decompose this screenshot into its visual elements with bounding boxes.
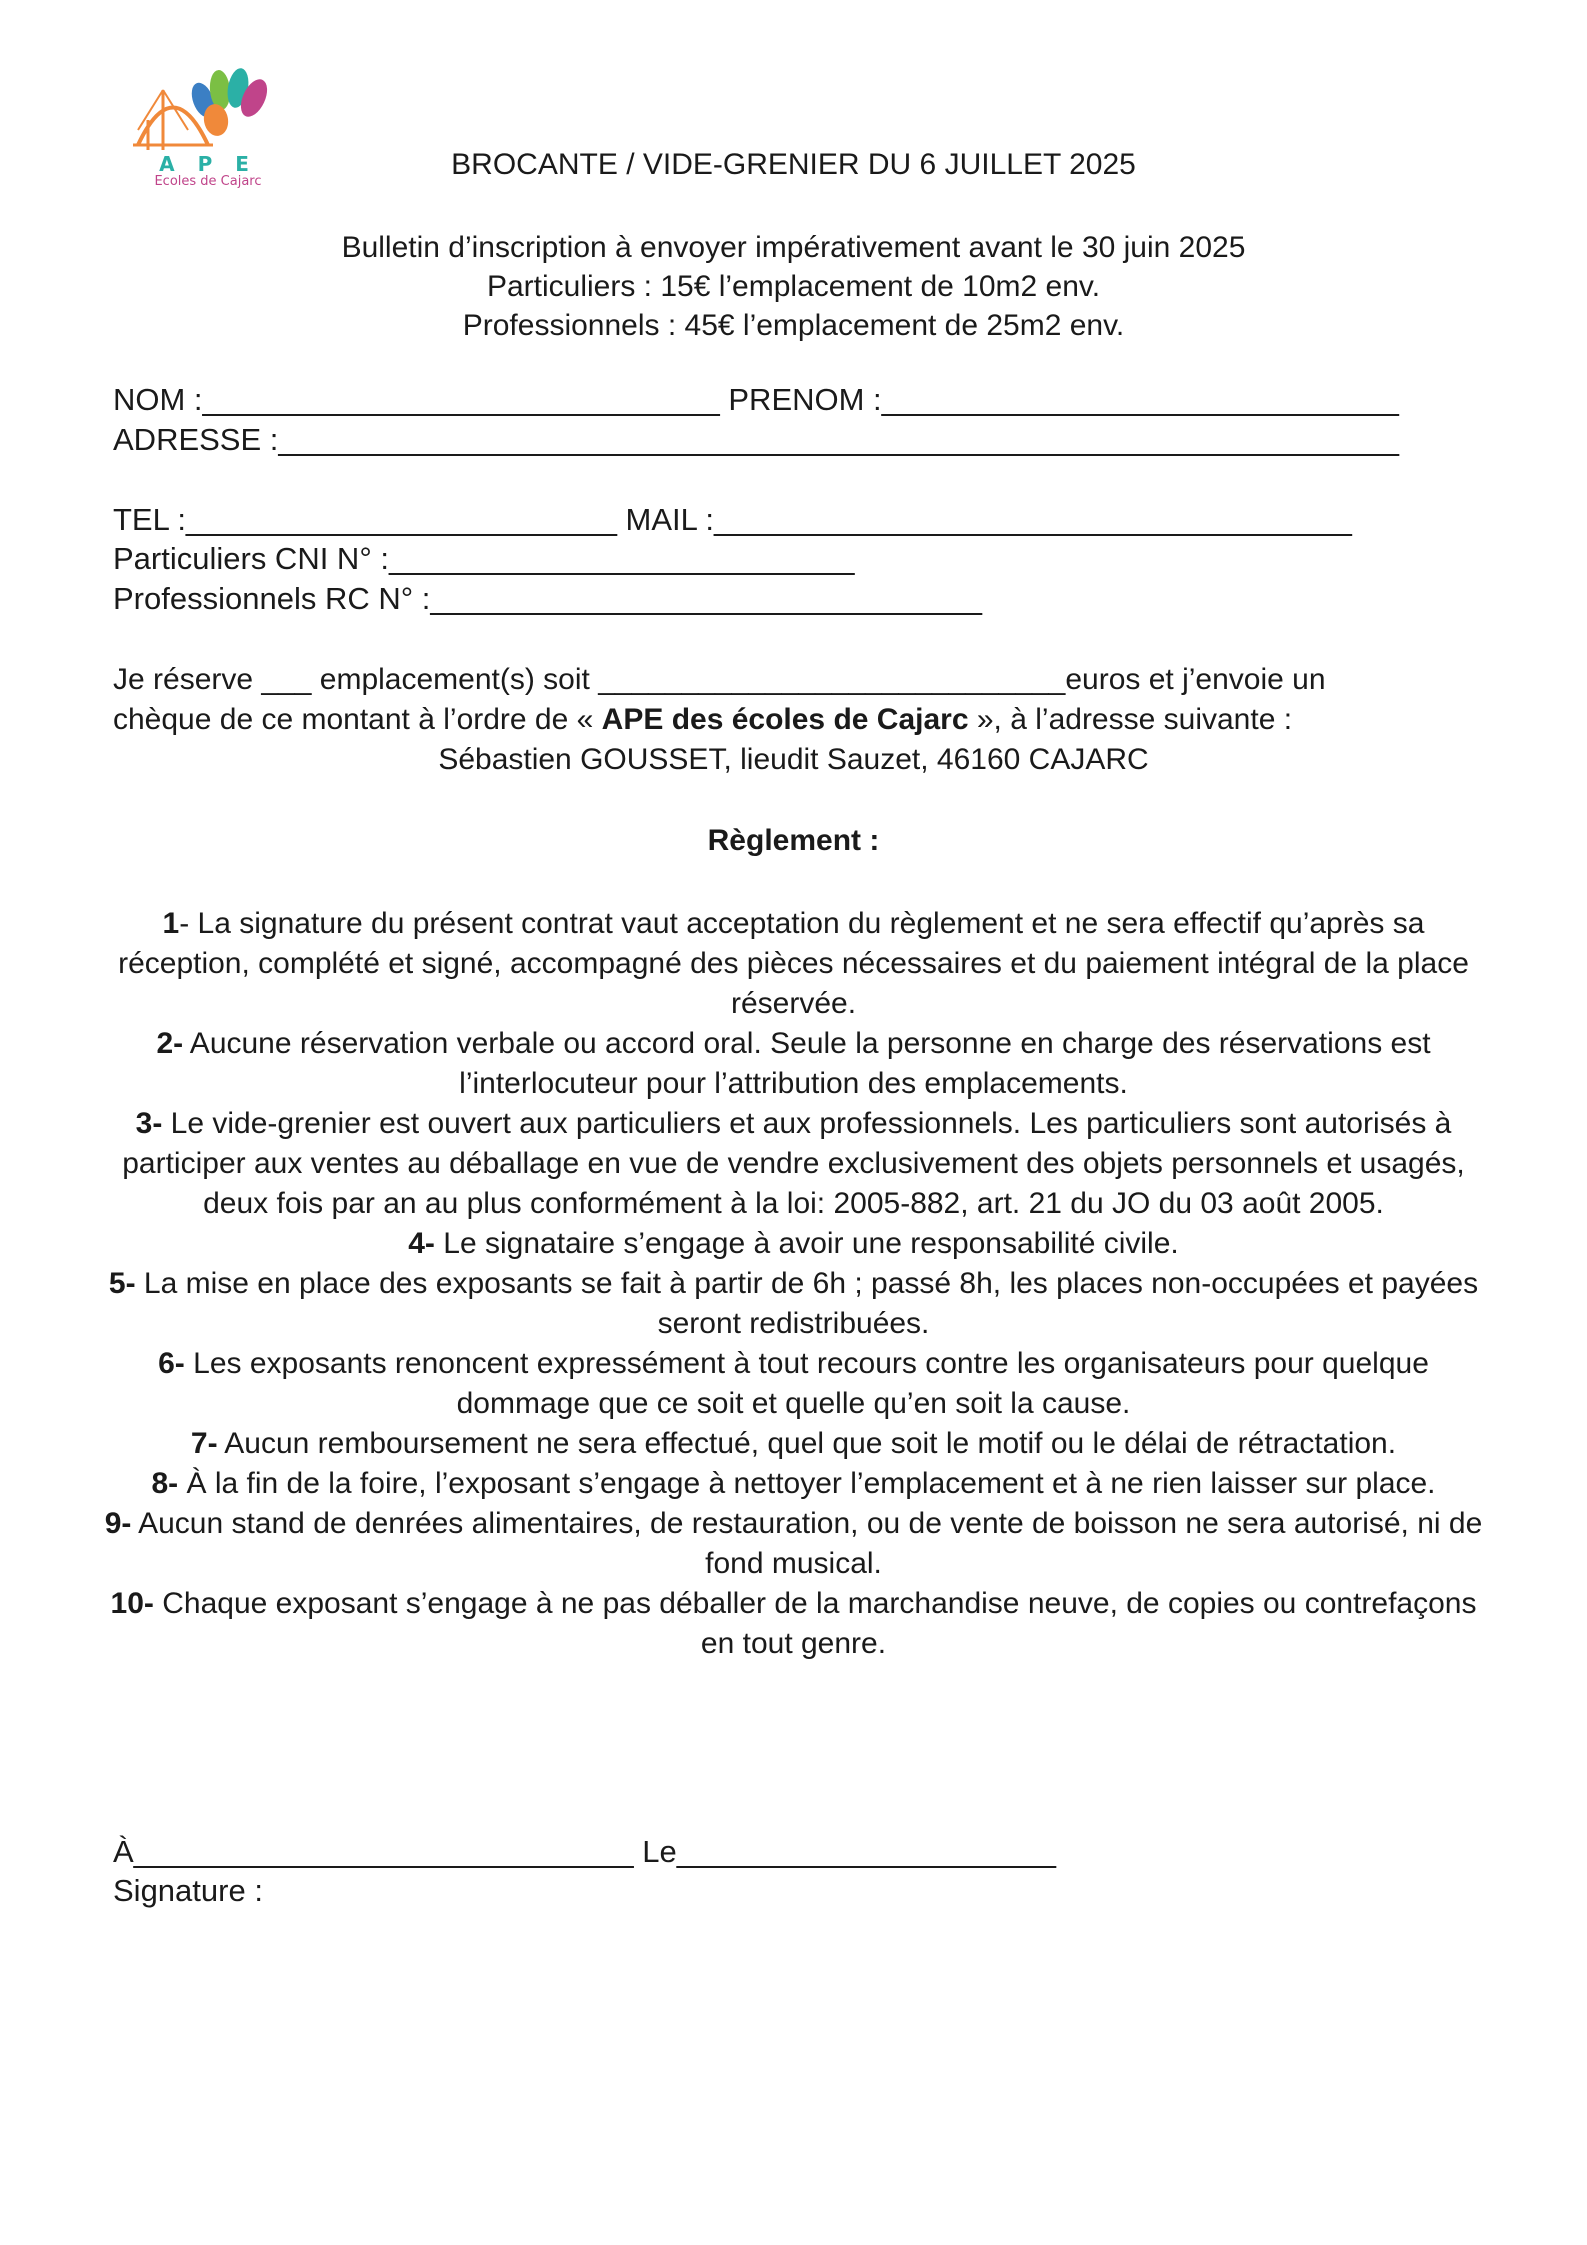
rule-item: 10- Chaque exposant s’engage à ne pas déballer de la marchandise neuve, de copies ou contrefaçons en tout genre. [110,1587,1477,1660]
page-title: BROCANTE / VIDE-GRENIER DU 6 JUILLET 2025 [451,148,1136,181]
rule-item: 1- La signature du présent contrat vaut acceptation du règlement et ne sera effectif qu’après sa réception, complété et signé, accompagné des pièces nécessaires et du paiement intégral de la place réservée. [118,907,1469,1020]
intro-block [0,228,1587,345]
rule-item: 2- Aucune réservation verbale ou accord oral. Seule la personne en charge des réservations est l’interlocuteur pour l’attribution des emplacements. [156,1027,1431,1100]
intro-deadline: Bulletin d’inscription à envoyer impérativement avant le 30 juin 2025 [341,231,1246,264]
logo-ape-text: A P E [159,152,257,176]
rule-item: 7- Aucun remboursement ne sera effectué, quel que soit le motif ou le délai de rétractation. [190,1427,1397,1460]
rule-item: 9- Aucun stand de denrées alimentaires, de restauration, ou de vente de boisson ne sera autorisé, ni de fond musical. [104,1507,1483,1580]
rule-item: 5- La mise en place des exposants se fait à partir de 6h ; passé 8h, les places non-occupées et payées seront redistribuées. [108,1267,1479,1340]
reservation-line-1: Je réserve ___ emplacement(s) soit ____________________________euros et j’envoie un [113,663,1326,696]
particuliers-cni-field[interactable]: Particuliers CNI N° :___________________________ [113,541,855,576]
rule-item: 4- Le signataire s’engage à avoir une responsabilité civile. [408,1227,1179,1260]
rules-list [100,904,1487,1664]
ape-name: APE des écoles de Cajarc [601,703,969,736]
signature-label: Signature : [113,1873,263,1908]
rule-item: 3- Le vide-grenier est ouvert aux particuliers et aux professionnels. Les particuliers sont autorisés à participer aux ventes au déballage en vue de vendre exclusivement des objets personnels et usagés, deux fois par an au plus conformément à la loi: 2005-882, art. 21 du JO du 03 août 2005. [122,1107,1465,1220]
adresse-field[interactable]: ADRESSE :_________________________________________________________________ [113,422,1400,457]
professionnels-rc-field[interactable]: Professionnels RC N° :________________________________ [113,581,983,616]
rule-item: 6- Les exposants renoncent expressément à tout recours contre les organisateurs pour quelque dommage que ce soit et quelle qu’en soit la cause. [158,1347,1429,1420]
nom-prenom-field[interactable]: NOM :______________________________ PRENOM :______________________________ [113,382,1399,417]
reservation-line-2: chèque de ce montant à l’ordre de « APE des écoles de Cajarc », à l’adresse suivante : [113,703,1293,736]
rules-heading: Règlement : [707,824,880,857]
intro-particuliers-price: Particuliers : 15€ l’emplacement de 10m2 env. [486,270,1101,303]
intro-professionnels-price: Professionnels : 45€ l’emplacement de 25m2 env. [462,309,1125,342]
rule-item: 8- À la fin de la foire, l’exposant s’engage à nettoyer l’emplacement et à ne rien laisser sur place. [151,1467,1436,1500]
hands-bridge-icon [128,50,288,155]
logo-subtitle: Ecoles de Cajarc [154,174,262,189]
reservation-block [113,660,1483,740]
tel-mail-field[interactable]: TEL :_________________________ MAIL :_____________________________________ [113,502,1352,537]
reservation-address: Sébastien GOUSSET, lieudit Sauzet, 46160 CAJARC [438,743,1149,776]
place-date-field[interactable]: À_____________________________ Le______________________ [113,1834,1057,1869]
